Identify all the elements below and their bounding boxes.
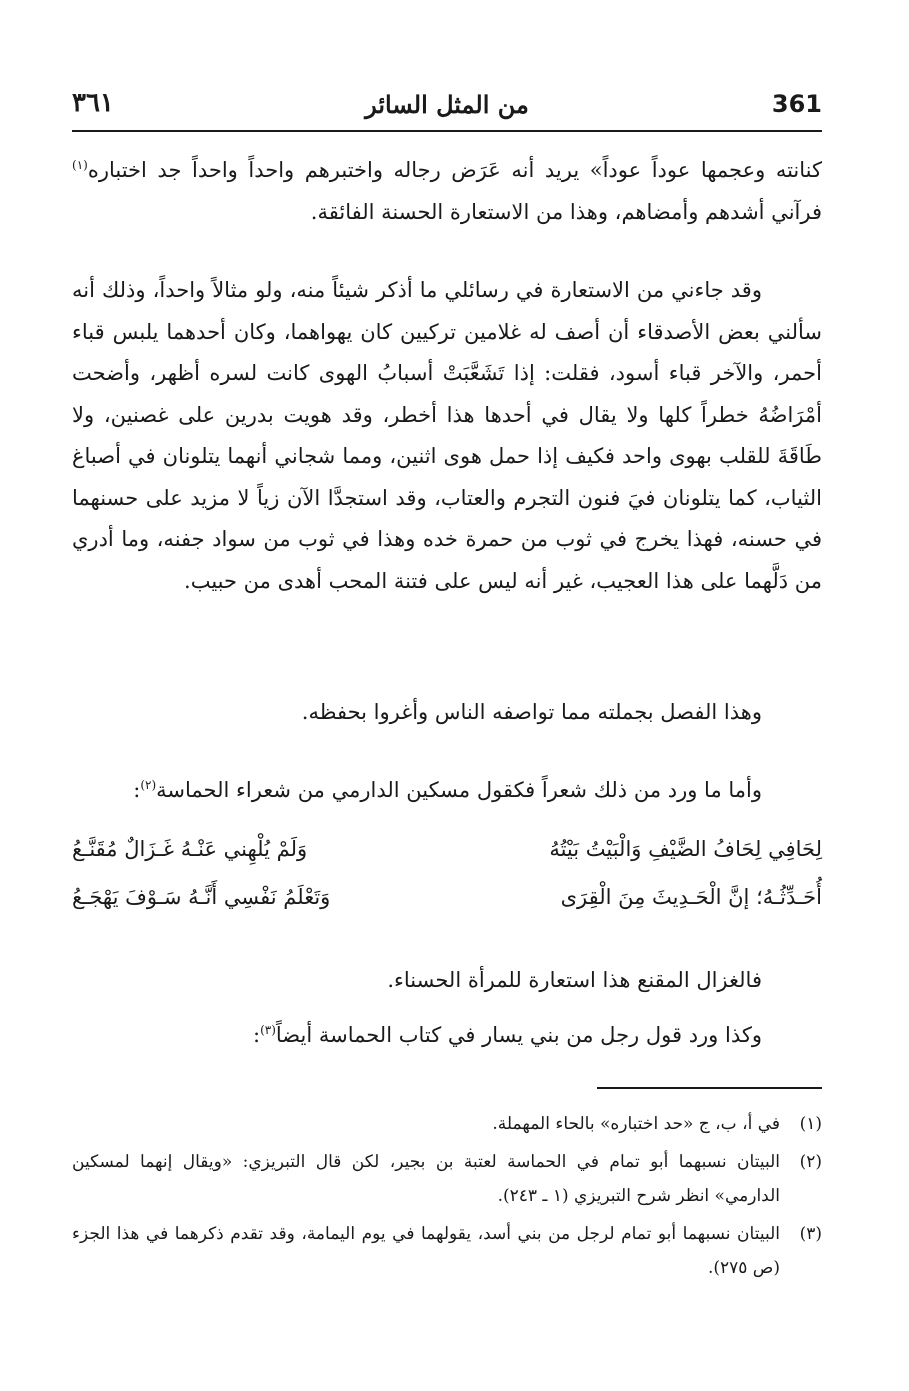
poem xyxy=(72,825,822,921)
footnote-number: (٢) xyxy=(799,1152,822,1172)
paragraph-6 xyxy=(72,1015,822,1057)
paragraph-6-colon: : xyxy=(252,1023,261,1047)
footnote-ref-2: (٢) xyxy=(140,778,157,792)
paragraph-1-text: كنانته وعجمها عوداً عوداً» يريد أنه عَرَض رجاله واختبرهم واحداً واحداً جد اختباره xyxy=(87,158,822,182)
paragraph-1-text-end: فرآني أشدهم وأمضاهم، وهذا من الاستعارة الحسنة الفائقة. xyxy=(310,199,822,224)
footnote-divider xyxy=(597,1087,822,1089)
footnote-number: (١) xyxy=(799,1114,822,1134)
footnote-text: البيتان نسبهما أبو تمام لرجل من بني أسد، يقولهما في يوم اليمامة، وقد تقدم ذكرهما في هذا الجزء (ص ٢٧٥). xyxy=(72,1224,780,1278)
paragraph-4-colon: : xyxy=(133,778,141,802)
verse-second-hemistich: وَتَعْلَمُ نَفْسِي أَنَّـهُ سَـوْفَ يَهْجَـعُ xyxy=(72,885,331,909)
paragraph-2: وقد جاءني من الاستعارة في رسائلي ما أذكر شيئاً منه، ولو مثالاً واحداً، وذلك أنه سألني بعض الأصدقاء أن أصف له غلامين تركيين كان يهواهما، وكان أحدهما يلبس قباء أحمر، والآخر قباء أسود، فقلت: إذا تَشَعَّبَتْ أسبابُ الهوى كانت لسره أظهر، وأضحت أمْرَاضُهُ خطراً كلها ولا يقال في أحدها هذا أخطر، وقد هويت بدرين على غصنين، ولا طَاقَةَ للقلب بهوى واحد فكيف إذا حمل هوى اثنين، ومما شجاني أنهما يتلونان في أصباغ الثياب، كما يتلونان فيَ فنون التجرم والعتاب، وقد استجدَّا الآن زياً لا مزيد على حسنهما في حسنه، فهذا يخرج في ثوب من حمرة خده وهذا في ثوب من سواد جفنه، وما أدري من دَلَّهما على هذا العجيب، غير أنه ليس على فتنة المحب أهدى من حبيب. xyxy=(72,278,822,593)
paragraph-5: فالغزال المقنع هذا استعارة للمرأة الحسناء. xyxy=(387,968,762,992)
page-number-arabic: ٣٦١ xyxy=(72,88,114,118)
page-header xyxy=(72,80,822,132)
footnotes xyxy=(72,1107,822,1289)
paragraph-1 xyxy=(72,150,822,233)
footnote xyxy=(72,1107,822,1141)
verse-first-hemistich: لِحَافِي لِحَافُ الضَّيْفِ وَالْبَيْتُ بَيْتُهُ xyxy=(549,837,822,861)
page-number-latin: 361 xyxy=(771,90,822,118)
footnote-text: البيتان نسبهما أبو تمام في الحماسة لعتبة بن بجير، لكن قال التبريزي: «ويقال إنهما لمسكين الدارمي» انظر شرح التبريزي (١ ـ ٢٤٣). xyxy=(72,1152,780,1206)
footnote-text: في أ، ب، ج «حد اختباره» بالحاء المهملة. xyxy=(492,1114,780,1134)
verse-first-hemistich: أُحَـدِّثُـهُ؛ إنَّ الْحَـدِيثَ مِنَ الْقِرَى xyxy=(560,885,822,909)
footnote-ref-1: (١) xyxy=(72,158,88,172)
running-title: من المثل السائر xyxy=(365,90,529,119)
verse-second-hemistich: وَلَمْ يُلْهِني عَنْـهُ غَـزَالٌ مُقَنَّـعُ xyxy=(72,837,308,861)
footnote xyxy=(72,1217,822,1285)
paragraph-3: وهذا الفصل بجملته مما تواصفه الناس وأغروا بحفظه. xyxy=(301,700,762,724)
paragraph-4 xyxy=(72,770,822,812)
poem-verse xyxy=(72,873,822,921)
book-page xyxy=(72,0,822,1391)
paragraph-6-text: وكذا ورد قول رجل من بني يسار في كتاب الحماسة أيضاً xyxy=(275,1023,762,1047)
paragraph-4-text: وأما ما ورد من ذلك شعراً فكقول مسكين الدارمي من شعراء الحماسة xyxy=(156,778,762,802)
footnote-number: (٣) xyxy=(799,1224,822,1244)
footnote xyxy=(72,1145,822,1213)
footnote-ref-3: (٣) xyxy=(260,1023,276,1037)
poem-verse xyxy=(72,825,822,873)
